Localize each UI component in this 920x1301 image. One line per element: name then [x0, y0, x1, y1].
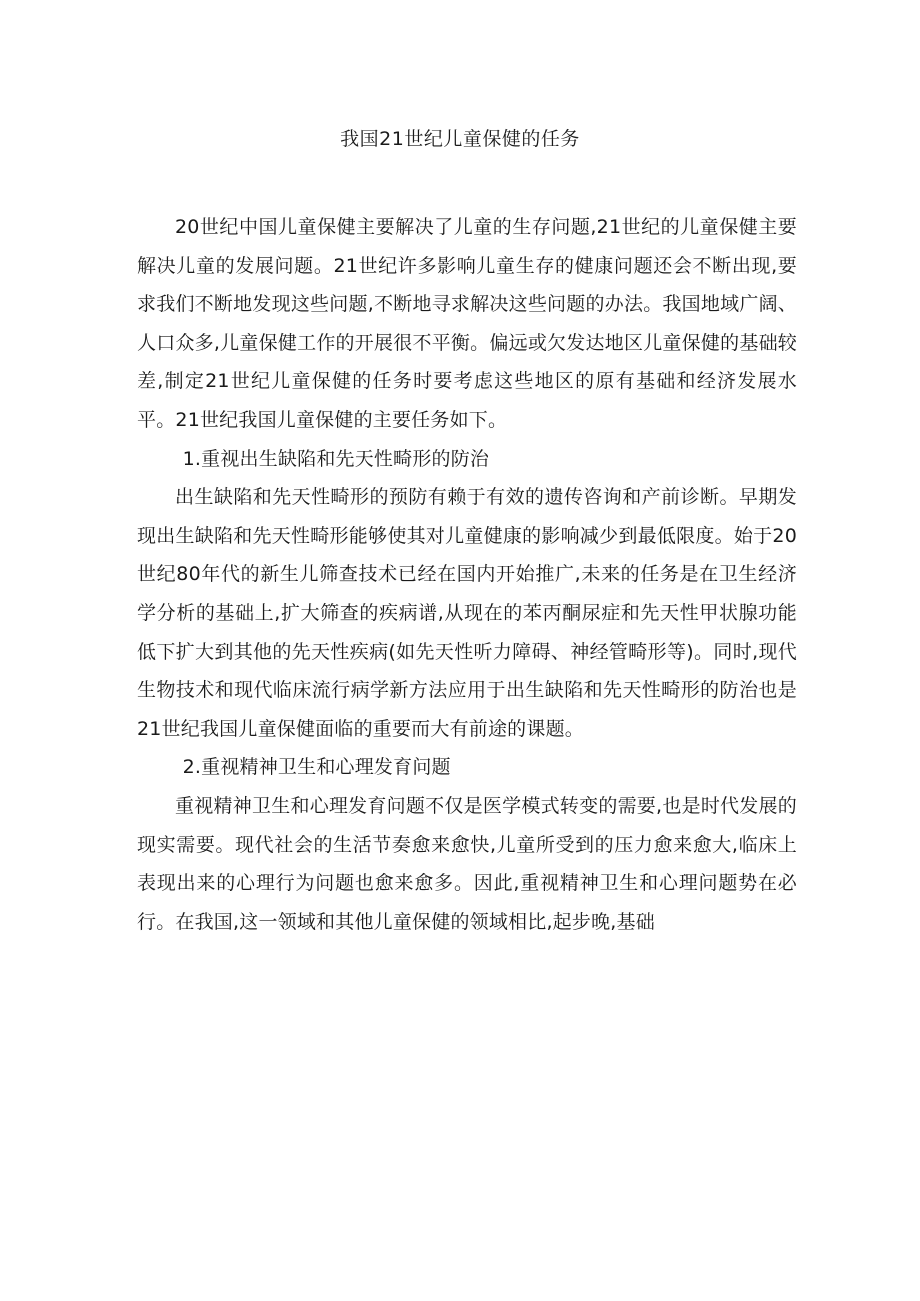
section-heading-1: 1.重视出生缺陷和先天性畸形的防治 — [182, 447, 490, 470]
intro-paragraph: 20世纪中国儿童保健主要解决了儿童的生存问题,21世纪的儿童保健主要解决儿童的发展问题。21世纪许多影响儿童生存的健康问题还会不断出现,要求我们不断地发现这些问题,不断地寻求解决这些问题的办法。我国地域广阔、人口众多,儿童保健工作的开展很不平衡。偏远或欠发达地区儿童保健的基础较差,制定21世纪儿童保健的任务时要考虑这些地区的原有基础和经济发展水平。21世纪我国儿童保健的主要任务如下。 — [137, 216, 797, 431]
section-1-paragraph: 出生缺陷和先天性畸形的预防有赖于有效的遗传咨询和产前诊断。早期发现出生缺陷和先天性畸形能够使其对儿童健康的影响减少到最低限度。始于20世纪80年代的新生儿筛查技术已经在国内开始推广,未来的任务是在卫生经济学分析的基础上,扩大筛查的疾病谱,从现在的苯丙酮尿症和先天性甲状腺功能低下扩大到其他的先天性疾病(如先天性听力障碍、神经管畸形等)。同时,现代生物技术和现代临床流行病学新方法应用于出生缺陷和先天性畸形的防治也是21世纪我国儿童保健面临的重要而大有前途的课题。 — [137, 486, 797, 740]
section-2-paragraph: 重视精神卫生和心理发育问题不仅是医学模式转变的需要,也是时代发展的现实需要。现代社会的生活节奏愈来愈快,儿童所受到的压力愈来愈大,临床上表现出来的心理行为问题也愈来愈多。因此,重视精神卫生和心理问题势在必行。在我国,这一领域和其他儿童保健的领域相比,起步晚,基础 — [137, 794, 797, 933]
section-heading-2: 2.重视精神卫生和心理发育问题 — [182, 756, 451, 779]
document-body — [137, 208, 797, 941]
document-title: 我国21世纪儿童保健的任务 — [340, 128, 580, 150]
